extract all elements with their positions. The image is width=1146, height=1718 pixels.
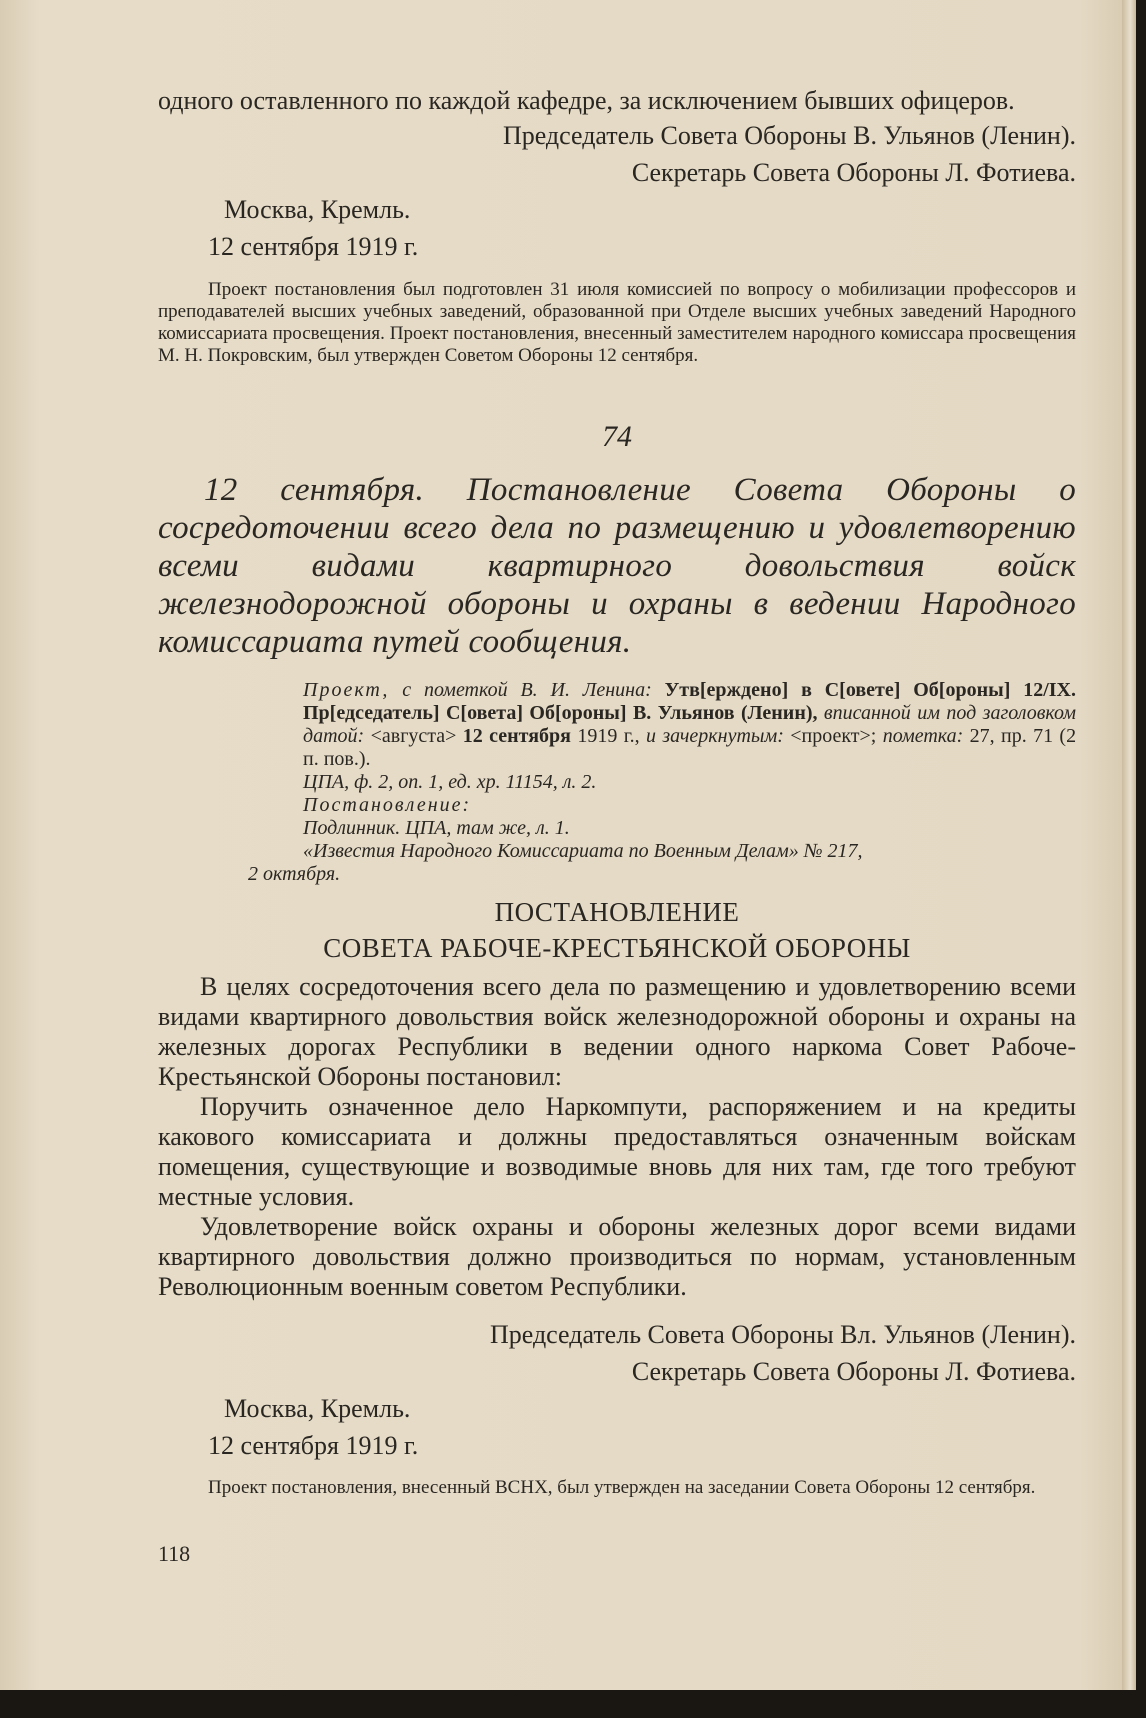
- resolution-title: ПОСТАНОВЛЕНИЕ: [494, 897, 740, 927]
- document-number: 74: [602, 420, 632, 453]
- page-content: [158, 84, 1076, 1567]
- prev-document-tail: одного оставленного по каждой кафедре, за исключением бывших офицеров.: [158, 86, 1015, 115]
- page-number: 118: [158, 1541, 191, 1566]
- source-date-struck: <августа>: [370, 725, 457, 747]
- source-note: 27, пр. 71 (2 п. пов.).: [303, 725, 1077, 770]
- signature-secretary: Секретарь Совета Обороны Л. Фотиева.: [631, 1357, 1076, 1386]
- signature-date: 12 сентября 1919 г.: [208, 1431, 419, 1460]
- source-publication: «Известия Народного Комиссариата по Военным Делам» № 217,: [303, 840, 863, 862]
- source-crossed: <проект>;: [790, 725, 877, 747]
- paragraph: Удовлетворение войск охраны и обороны железных дорог всеми видами квартирного довольствия должно производиться по нормам, установленным Революционным военным советом Республики.: [158, 1212, 1076, 1301]
- signature-place: Москва, Кремль.: [224, 1394, 411, 1423]
- source-date-label: вписанной им под заголовком датой:: [303, 702, 1076, 747]
- document-heading: 12 сентября. Постановление Совета Обороны о сосредоточении всего дела по размещению и удовлетворению всеми видами квартирного довольствия войск железнодорожной обороны и охраны в ведении Народного комиссариата путей сообщения.: [158, 472, 1076, 660]
- source-label-draft: Проект,: [303, 679, 390, 701]
- source-original: Подлинник. ЦПА, там же, л. 1.: [303, 817, 570, 839]
- source-description: [158, 679, 1076, 886]
- source-crossed-label: и зачеркнутым:: [646, 725, 784, 747]
- paragraph: Поручить означенное дело Наркомпути, распоряжением и на кредиты какового комиссариата и должны предоставляться означенным войскам помещения, существующие и возводимые вновь для них там, где того требуют местные условия.: [158, 1092, 1076, 1211]
- source-publication-date: 2 октября.: [248, 863, 341, 885]
- paragraph: В целях сосредоточения всего дела по размещению и удовлетворению всеми видами квартирного довольствия войск железнодорожной обороны и охраны на железных дорогах Республики в ведении одного наркома Совет Рабоче-Крестьянской Обороны постановил:: [158, 972, 1076, 1091]
- source-archive: ЦПА, ф. 2, оп. 1, ед. хр. 11154, л. 2.: [303, 771, 597, 793]
- source-note-label: пометка:: [882, 725, 964, 747]
- source-year: 1919 г.,: [577, 725, 640, 747]
- source-date: 12 сентября: [462, 725, 571, 747]
- resolution-body: [158, 972, 1076, 1302]
- source-lenin-mark-label: с пометкой В. И. Ленина:: [402, 679, 652, 701]
- source-label-resolution: Постановление:: [303, 794, 472, 816]
- signature-chairman: Председатель Совета Обороны Вл. Ульянов (Ленин).: [489, 1320, 1076, 1349]
- source-lenin-mark: Утв[ерждено] в С[овете] Об[ороны] 12/IX. Пр[едседатель] С[овета] Об[ороны] В. Ульянов (Ленин),: [303, 679, 1077, 724]
- editorial-note: Проект постановления, внесенный ВСНХ, был утвержден на заседании Совета Обороны 12 сентября.: [208, 1477, 1036, 1498]
- resolution-subtitle: СОВЕТА РАБОЧЕ-КРЕСТЬЯНСКОЙ ОБОРОНЫ: [323, 933, 911, 963]
- signature-place: Москва, Кремль.: [224, 195, 411, 224]
- page-edge: [1122, 0, 1136, 1690]
- editorial-note: Проект постановления был подготовлен 31 июля комиссией по вопросу о мобилизации профессоров и преподавателей высших учебных заведений, образованной при Отделе высших учебных заведений Народного комиссариата просвещения. Проект постановления, внесенный заместителем народного комиссара просвещения М. Н. Покровским, был утвержден Советом Обороны 12 сентября.: [158, 279, 1076, 366]
- signature-date: 12 сентября 1919 г.: [208, 232, 419, 261]
- signature-secretary: Секретарь Совета Обороны Л. Фотиева.: [631, 158, 1076, 187]
- signature-chairman: Председатель Совета Обороны В. Ульянов (Ленин).: [502, 121, 1076, 150]
